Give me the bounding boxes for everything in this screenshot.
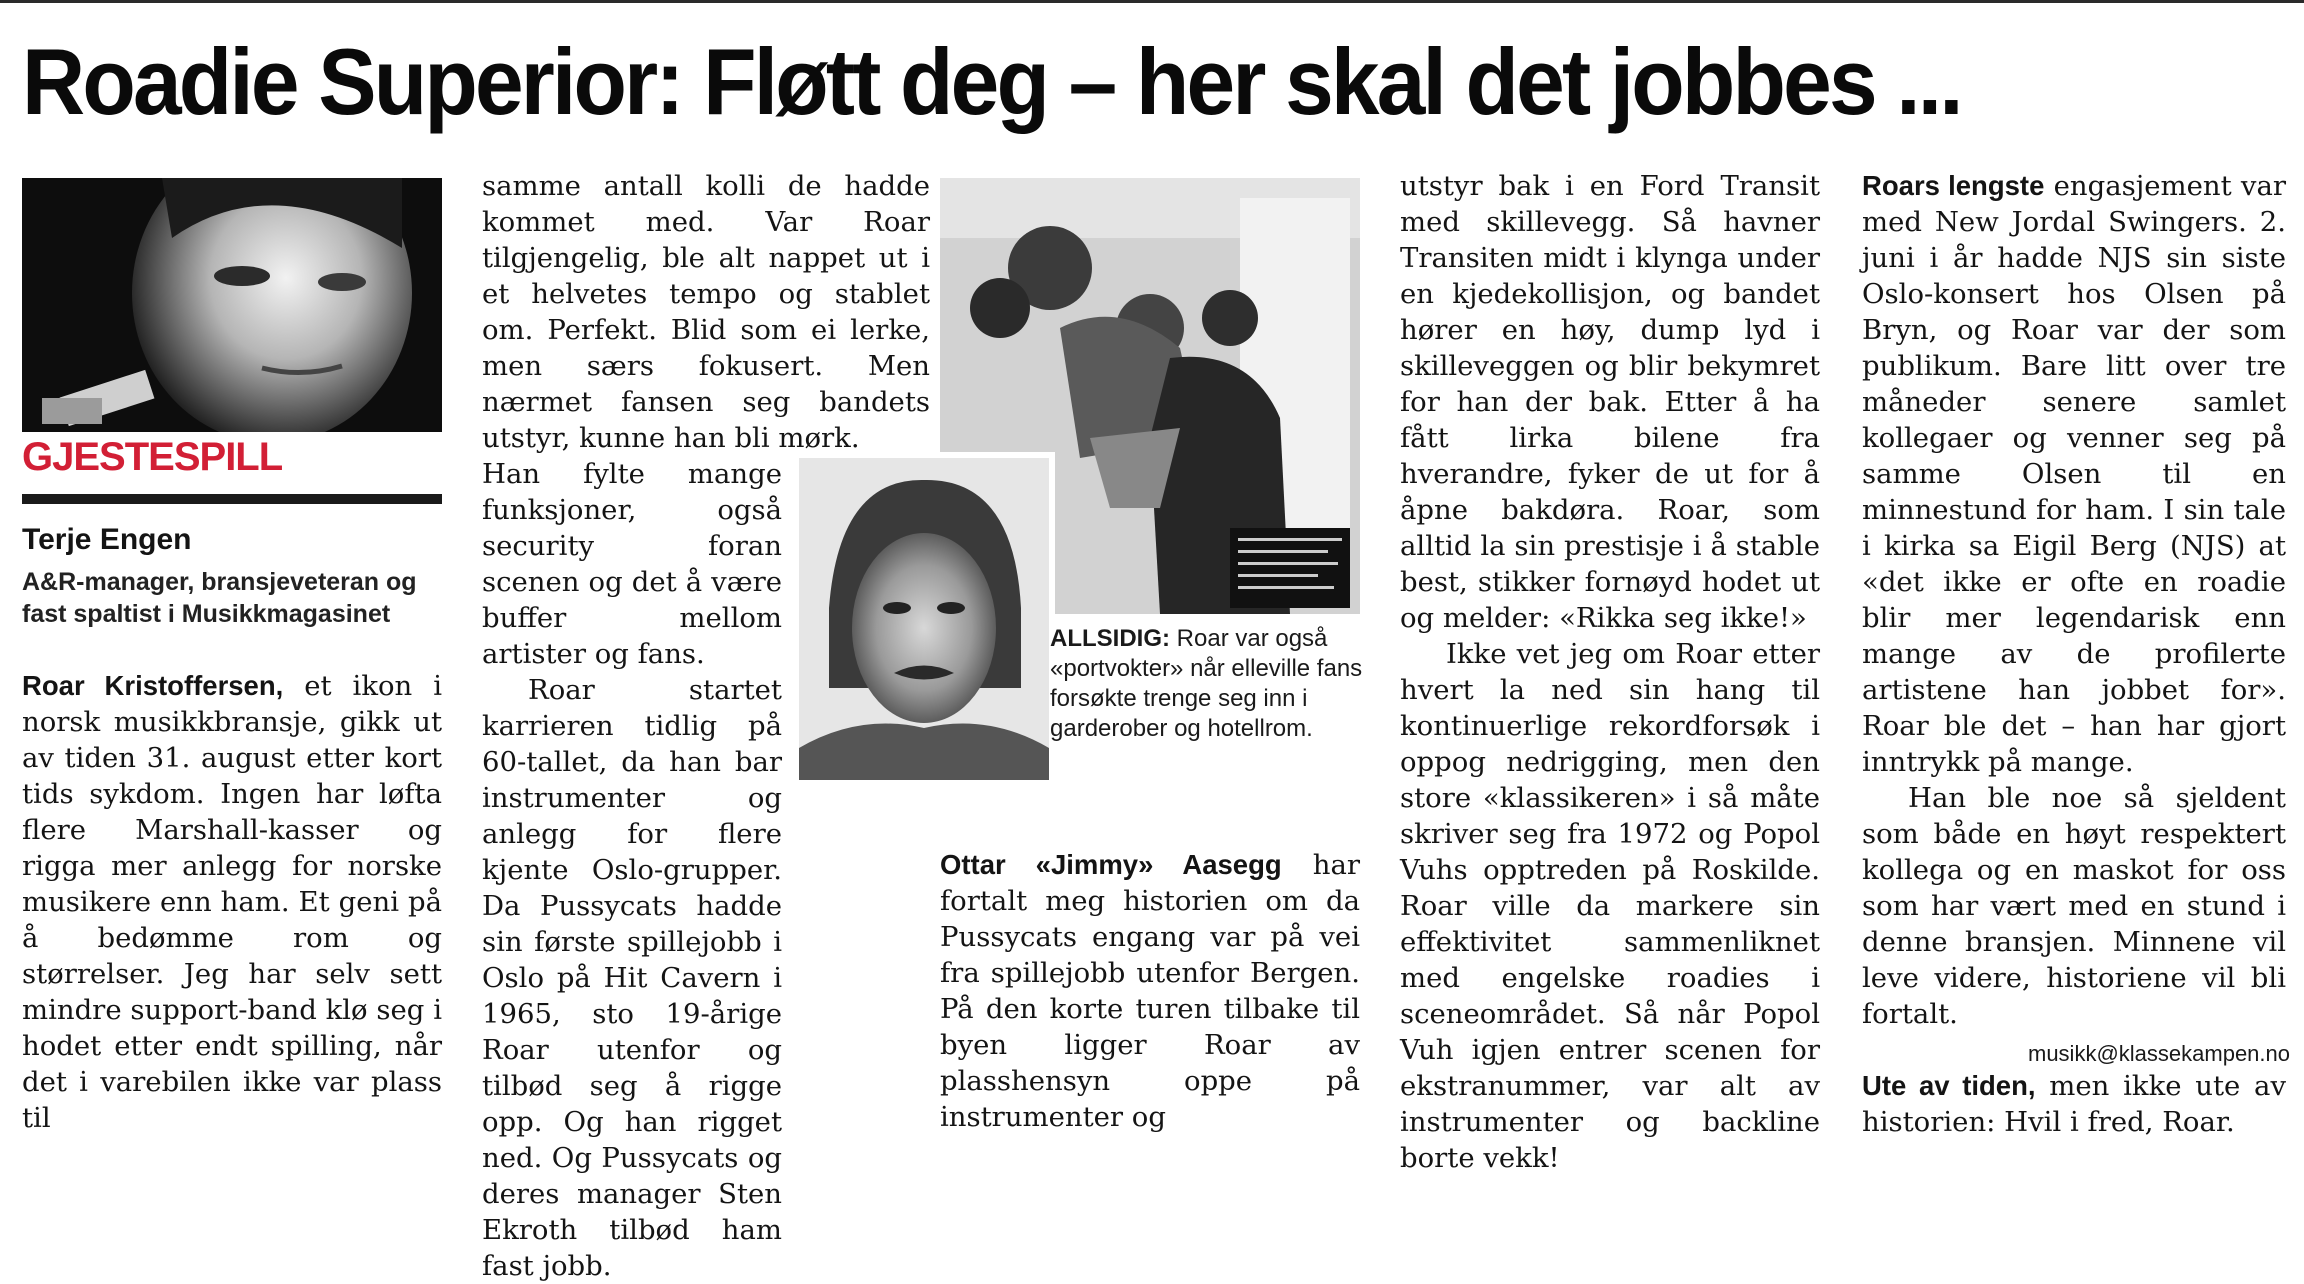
- author-description: A&R-manager, bransjeveteran og fast spaltist i Musikkmagasinet: [22, 568, 417, 628]
- paragraph: [940, 847, 1360, 1135]
- top-rule: [0, 0, 2304, 3]
- headline: Roadie Superior: Fløtt deg – her skal det jobbes ...: [22, 29, 1961, 134]
- roar-portrait-photo: [793, 452, 1055, 786]
- lead-in: Roar Kristoffersen,: [22, 670, 284, 701]
- body-text: men ikke ute av historien: Hvil i fred, Roar.: [1862, 1070, 2286, 1138]
- lead-in: Roars lengste: [1862, 170, 2045, 201]
- body-text: har fortalt meg historien om da Pussycats engang var på vei fra spillejobb utenfor Bergen. På den korte turen tilbake til byen ligger Roar av plasshensyn oppe på instrumenter og: [940, 849, 1360, 1133]
- kicker-rule: [22, 494, 442, 504]
- paragraph: Roar startet karrieren tidlig på 60-tallet, da han bar instrumenter og anlegg for flere kjente Oslo-grupper. Da Pussycats hadde sin første spillejobb i Oslo på Hit Cavern i 1965, sto 19-årige Roar utenfor og tilbød seg å rigge opp. Og han rigget ned. Og Pussycats og deres manager Sten Ekroth tilbød ham fast jobb.: [482, 674, 782, 1282]
- paragraph: [22, 668, 442, 1136]
- paragraph: samme antall kolli de hadde kommet med. Var Roar tilgjengelig, ble alt nappet ut i et helvetes tempo og stablet om. Perfekt. Blid som ei lerke, men særs fokusert. Men nærmet fansen seg bandets utstyr, kunne han bli mørk.: [482, 170, 930, 454]
- contact-email: musikk@klassekampen.no: [2028, 1041, 2290, 1066]
- caption-lead: ALLSIDIG:: [1050, 625, 1170, 652]
- column-1: [22, 668, 442, 1136]
- author-portrait-photo: [22, 178, 442, 432]
- body-text: et ikon i norsk musikkbransje, gikk ut av tiden 31. august etter kort tids sykdom. Ingen har løfta flere Marshall-kasser og rigga mer anlegg for norske musikere enn ham. Et geni på å bedømme rom og størrelser. Jeg har selv sett mindre support-band klø seg i hodet etter endt spilling, når det i varebilen ikke var plass til: [22, 670, 442, 1134]
- paragraph: Han fylte mange funksjoner, også security foran scenen og det å være buffer mellom artister og fans.: [482, 458, 782, 670]
- caption-text: Roar var også «portvokter» når elleville fans forsøkte trenge seg inn i garderober og hotellrom.: [1050, 625, 1363, 742]
- lead-in: Ute av tiden,: [1862, 1070, 2036, 1101]
- paragraph: Han ble noe så sjeldent som både en høyt respektert kollega og en maskot for oss som har vært med en stund i denne bransjen. Minnene vil leve videre, historiene vil bli fortalt.: [1862, 782, 2286, 1030]
- paragraph: [1862, 168, 2286, 780]
- paragraph: [1862, 1068, 2286, 1140]
- body-text: engasjement var med New Jordal Swingers. 2. juni i år hadde NJS sin siste Oslo-konsert hos Olsen på Bryn, og Roar var der som publikum. Bare litt over tre måneder senere samlet kollegaer og venner seg på samme Olsen til en minnestund for ham. I sin tale i kirka sa Eigil Berg (NJS) at «det ikke er ofte en roadie blir mer legendarisk enn mange av de profilerte artistene han jobbet for». Roar ble det – han har gjort inntrykk på mange.: [1862, 170, 2286, 778]
- column-3: [940, 847, 1360, 1135]
- kicker-label: GJESTESPILL: [22, 435, 283, 479]
- column-4: [1400, 168, 1820, 1176]
- author-name: Terje Engen: [22, 523, 192, 556]
- column-5: [1862, 168, 2286, 1140]
- paragraph: utstyr bak i en Ford Transit med skillevegg. Så havner Transiten midt i klynga under en kjedekollisjon, og bandet hører en høy, dump lyd i skilleveggen og blir bekymret for han der bak. Etter å ha fått lirka bilene fra hverandre, fyker de ut for å åpne bakdøra. Roar, som alltid la sin prestisje i å stable best, stikker fornøyd hodet ut og melder: «Rikka seg ikke!»: [1400, 170, 1820, 634]
- paragraph: Ikke vet jeg om Roar etter hvert la ned sin hang til kontinuerlige rekordforsøk i oppog nedrigging, men den store «klassikeren» i så måte skriver seg fra 1972 og Popol Vuhs opptreden på Roskilde. Roar ville da markere sin effektivitet sammenliknet med engelske roadies i sceneområdet. Så når Popol Vuh igjen entrer scenen for ekstranummer, var alt av instrumenter og backline borte vekk!: [1400, 638, 1820, 1174]
- lead-in: Ottar «Jimmy» Aasegg: [940, 849, 1282, 880]
- photo-caption: [1050, 624, 1380, 744]
